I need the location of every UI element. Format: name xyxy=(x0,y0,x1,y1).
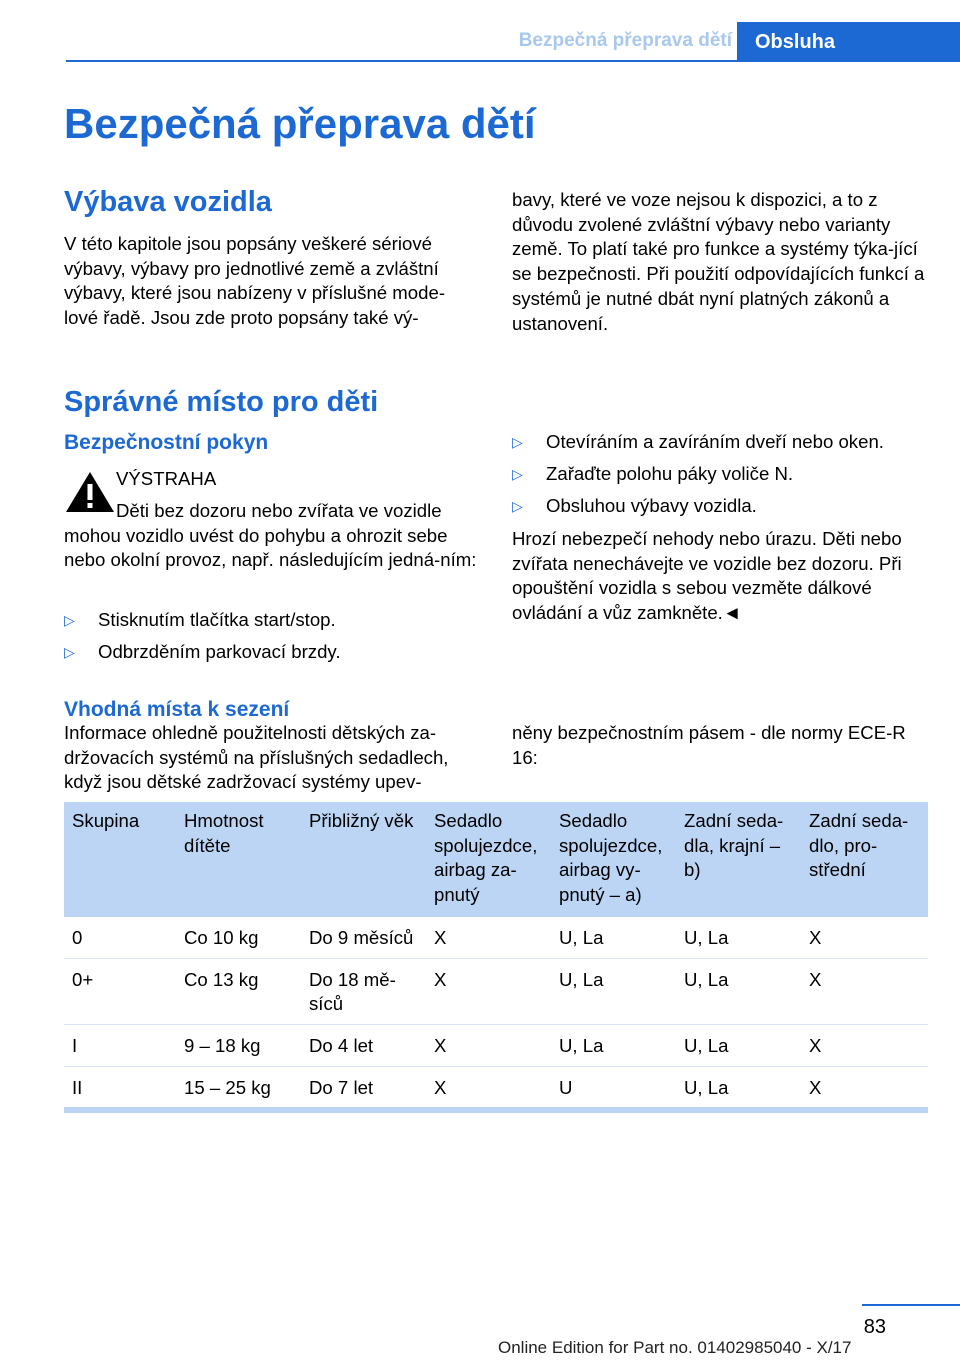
page-number-rule xyxy=(862,1304,960,1306)
triangle-bullet-icon: ▷ xyxy=(512,466,523,482)
running-header-tab: Obsluha xyxy=(737,22,960,62)
vhodna-text-right: něny bezpečnostním pásem - dle normy ECE-R 16: xyxy=(512,722,906,768)
page-number: 83 xyxy=(863,1316,886,1338)
table-cell: X xyxy=(426,1066,551,1110)
column-header: Zadní seda-dla, krajní – b) xyxy=(676,802,801,917)
triangle-bullet-icon: ▷ xyxy=(512,434,523,450)
list-item: ▷ Zařaďte polohu páky voliče N. xyxy=(512,462,932,487)
table-cell: U, La xyxy=(676,1024,801,1066)
header-rule xyxy=(66,60,960,62)
table-cell: X xyxy=(426,917,551,958)
table-cell: U xyxy=(551,1066,676,1110)
table-cell: X xyxy=(426,1024,551,1066)
table-cell: I xyxy=(64,1024,176,1066)
table-cell: X xyxy=(801,1066,928,1110)
bullet-list-right xyxy=(512,430,932,526)
triangle-bullet-icon: ▷ xyxy=(64,644,75,660)
table-cell: Do 9 měsíců xyxy=(301,917,426,958)
table-cell: 0 xyxy=(64,917,176,958)
table-cell: Do 18 mě-síců xyxy=(301,958,426,1024)
list-item: ▷ Otevíráním a zavíráním dveří nebo oken. xyxy=(512,430,932,455)
table-header-row xyxy=(64,802,928,917)
running-header-section: Bezpečná přeprava dětí xyxy=(518,30,732,51)
footer-edition: Online Edition for Part no. 01402985040 - X/17 xyxy=(498,1338,852,1357)
table-cell: X xyxy=(801,1024,928,1066)
triangle-bullet-icon: ▷ xyxy=(512,498,523,514)
table-cell: 0+ xyxy=(64,958,176,1024)
table-cell: II xyxy=(64,1066,176,1110)
table-row xyxy=(64,917,928,958)
table-cell: Co 13 kg xyxy=(176,958,301,1024)
list-item: ▷ Stisknutím tlačítka start/stop. xyxy=(64,608,478,633)
table-cell: X xyxy=(801,917,928,958)
table-cell: Co 10 kg xyxy=(176,917,301,958)
table-cell: U, La xyxy=(676,958,801,1024)
table-row xyxy=(64,958,928,1024)
table-cell: Do 7 let xyxy=(301,1066,426,1110)
table-cell: U, La xyxy=(551,1024,676,1066)
table-row xyxy=(64,1066,928,1110)
warning-label: VÝSTRAHA xyxy=(116,468,217,489)
table-cell: X xyxy=(426,958,551,1024)
column-header: Sedadlo spolujezdce, airbag za-pnutý xyxy=(426,802,551,917)
subheading-vhodna-mista: Vhodná místa k sezení xyxy=(64,698,290,721)
child-seat-table xyxy=(64,802,928,1113)
table-cell: 15 – 25 kg xyxy=(176,1066,301,1110)
list-item: ▷ Obsluhou výbavy vozidla. xyxy=(512,494,932,519)
table-cell: X xyxy=(801,958,928,1024)
heading-vybava-vozidla: Výbava vozidla xyxy=(64,186,272,218)
list-item: ▷ Odbrzděním parkovací brzdy. xyxy=(64,640,478,665)
table-cell: U, La xyxy=(676,1066,801,1110)
table-cell: U, La xyxy=(551,917,676,958)
column-header: Přibližný věk xyxy=(301,802,426,917)
vhodna-text-left: Informace ohledně použitelnosti dětských za-držovacích systémů na příslušných sedadlech, když jsou dětské zadržovací systémy upev- xyxy=(64,722,449,793)
closing-text: Hrozí nebezpečí nehody nebo úrazu. Děti nebo zvířata nenechávejte ve vozidle bez dozoru. Při opouštění vozidla s sebou vezměte dálkové ovládání a vůz zamkněte.◄ xyxy=(512,528,902,624)
table-row xyxy=(64,1024,928,1066)
table-cell: 9 – 18 kg xyxy=(176,1024,301,1066)
column-header: Sedadlo spolujezdce, airbag vy-pnutý – a) xyxy=(551,802,676,917)
table-cell: U, La xyxy=(676,917,801,958)
column-header: Hmotnost dítěte xyxy=(176,802,301,917)
bullet-list-left xyxy=(64,608,478,672)
page-title: Bezpečná přeprava dětí xyxy=(64,100,536,147)
warning-text: Děti bez dozoru nebo zvířata ve vozidle mohou vozidlo uvést do pohybu a ohrozit sebe nebo okolní provoz, např. následujícím jedná-ním: xyxy=(64,500,477,571)
table-cell: Do 4 let xyxy=(301,1024,426,1066)
subheading-bezpecnostni-pokyn: Bezpečnostní pokyn xyxy=(64,431,269,454)
vybava-text-right: bavy, které ve voze nejsou k dispozici, a to z důvodu zvolené zvláštní výbavy nebo varianty země. To platí také pro funkce a systémy týka-jící se bezpečnosti. Při použití odpovídajících funkcí a systémů je nutné dbát nyní platných zákonů a ustanovení. xyxy=(512,189,925,334)
vybava-text-left: V této kapitole jsou popsány veškeré sériové výbavy, výbavy pro jednotlivé země a zvláštní výbavy, které jsou nabízeny v příslušné mode-lové řadě. Jsou zde proto popsány také vý- xyxy=(64,233,446,329)
column-header: Skupina xyxy=(64,802,176,917)
heading-spravne-misto: Správné místo pro děti xyxy=(64,386,379,418)
table-cell: U, La xyxy=(551,958,676,1024)
triangle-bullet-icon: ▷ xyxy=(64,612,75,628)
column-header: Zadní seda-dlo, pro-střední xyxy=(801,802,928,917)
